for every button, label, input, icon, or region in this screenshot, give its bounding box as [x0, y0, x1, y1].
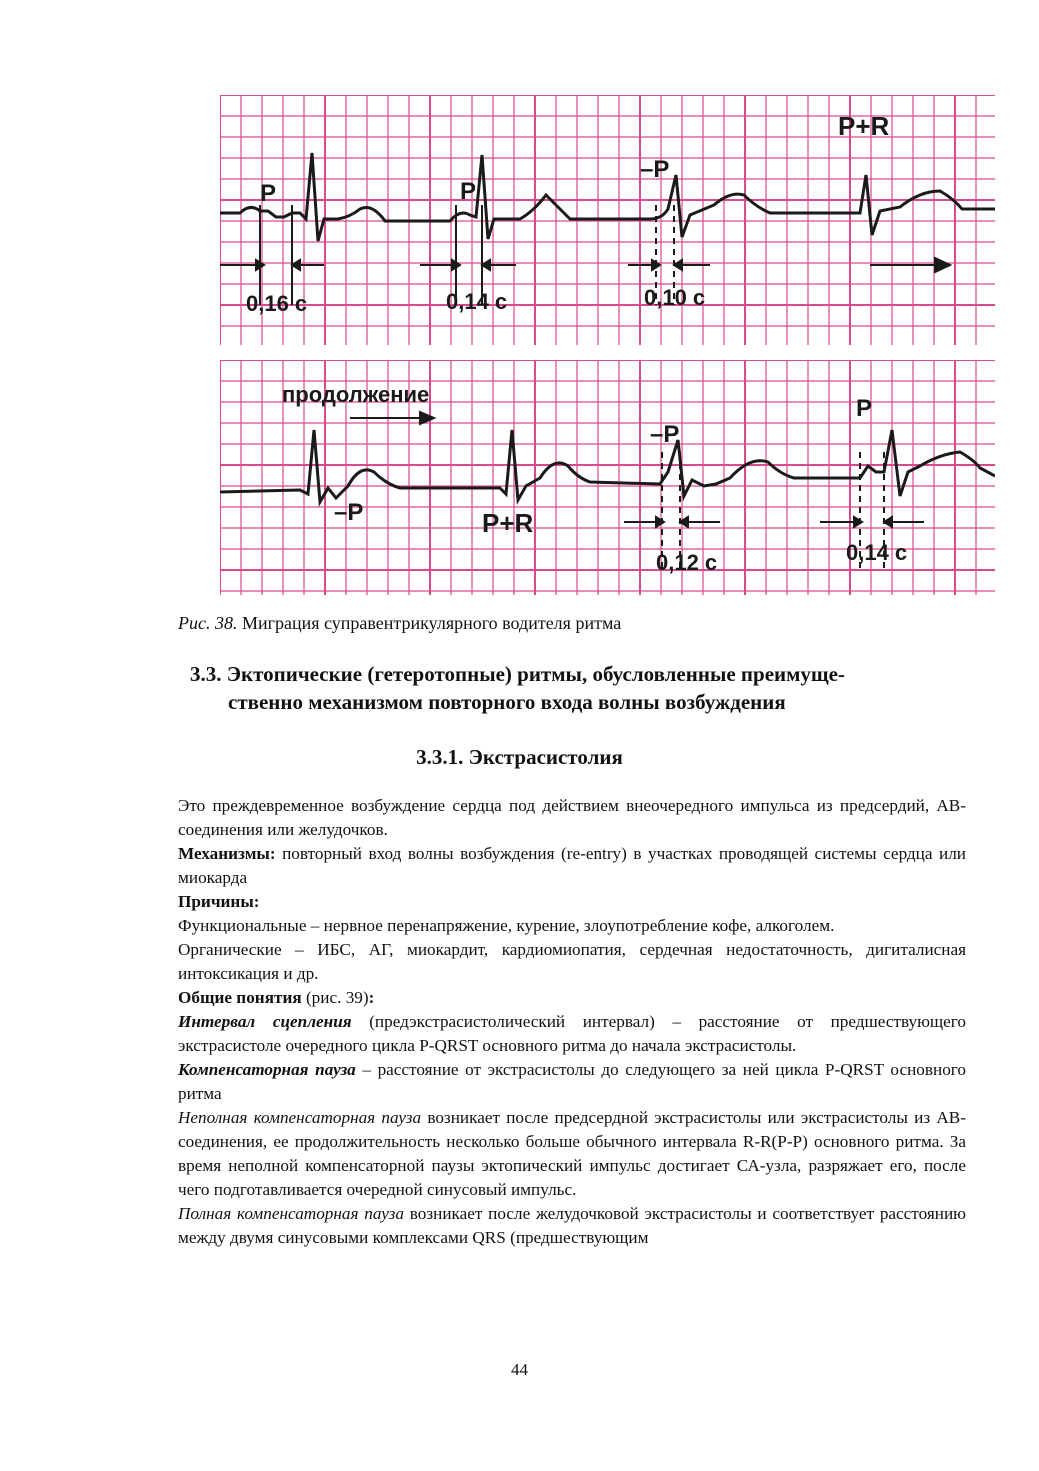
label-neg-p-top: –P	[640, 156, 670, 183]
section-heading-line2: ственно механизмом повторного входа волны возбуждения	[228, 690, 786, 714]
para-incomplete: Неполная компенсаторная пауза возникает после предсердной экстрасистолы или экстрасистолы из АВ-соединения, ее продолжительность несколько больше обычного интервала R-R(P-P) основного ритма. За время неполной компенсаторной паузы эктопический импульс достигает СА-узла, разряжает его, после чего подготавливается очередной синусовый импульс.	[178, 1108, 966, 1199]
ecg-strip-top	[220, 95, 995, 345]
label-neg-p-bottom-1: –P	[334, 499, 364, 526]
label-p-bottom: P	[856, 395, 873, 422]
ecg-strip-bottom-svg	[220, 360, 995, 595]
subsection-heading: 3.3.1. Экстрасистолия	[416, 745, 623, 769]
ecg-strip-top-svg	[220, 95, 995, 345]
para-causes-label: Причины:	[178, 892, 260, 911]
label-p1: P	[260, 180, 277, 207]
figure-caption	[178, 613, 621, 634]
ecg-trace-top	[220, 153, 995, 241]
para-organic: Органические – ИБС, АГ, миокардит, кардиомиопатия, сердечная недостаточность, дигиталисная интоксикация и др.	[178, 940, 966, 983]
section-heading-line1: 3.3. Эктопические (гетеротопные) ритмы, обусловленные преимуще-	[190, 662, 845, 686]
figure-caption-text: Миграция суправентрикулярного водителя ритма	[237, 613, 622, 633]
label-p-plus-r-top: P+R	[838, 111, 890, 141]
interval-016: 0,16 с	[246, 291, 308, 316]
label-continuation: продолжение	[282, 382, 430, 407]
page-number: 44	[511, 1360, 528, 1379]
ecg-markers-bottom	[350, 412, 924, 570]
para-functional: Функциональные – нервное перенапряжение, курение, злоупотребление кофе, алкоголем.	[178, 916, 835, 935]
para-mechanisms: Механизмы: повторный вход волны возбуждения (re-entry) в участках проводящей системы сердца или миокарда	[178, 844, 966, 887]
interval-014-bottom: 0,14 с	[846, 540, 908, 565]
section-heading	[190, 660, 970, 716]
label-neg-p-bottom-2: –P	[650, 421, 680, 448]
para-general: Общие понятия (рис. 39):	[178, 988, 375, 1007]
para-compensatory: Компенсаторная пауза – расстояние от экстрасистолы до следующего за ней цикла P-QRST основного ритма	[178, 1060, 967, 1103]
para-complete: Полная компенсаторная пауза возникает после желудочковой экстрасистолы и соответствует расстоянию между двумя синусовыми комплексами QRS (предшествующим	[178, 1204, 966, 1247]
para-definition: Это преждевременное возбуждение сердца под действием внеочередного импульса из предсердий, АВ-соединения или желудочков.	[178, 796, 966, 839]
label-p-plus-r-bottom: P+R	[482, 508, 534, 538]
interval-012: 0,12 с	[656, 550, 718, 575]
mechanisms-label: Механизмы:	[178, 844, 276, 863]
interval-010: 0,10 с	[644, 285, 706, 310]
figure-caption-label: Рис. 38.	[178, 613, 238, 633]
para-coupling: Интервал сцепления (предэкстрасистолический интервал) – расстояние от предшествующего экстрасистоле очередного цикла P-QRST основного ритма до начала экстрасистолы.	[178, 1012, 966, 1055]
interval-014: 0,14 с	[446, 289, 508, 314]
body-text	[178, 794, 966, 1250]
label-p2: P	[460, 178, 477, 205]
ecg-strip-bottom	[220, 360, 995, 595]
